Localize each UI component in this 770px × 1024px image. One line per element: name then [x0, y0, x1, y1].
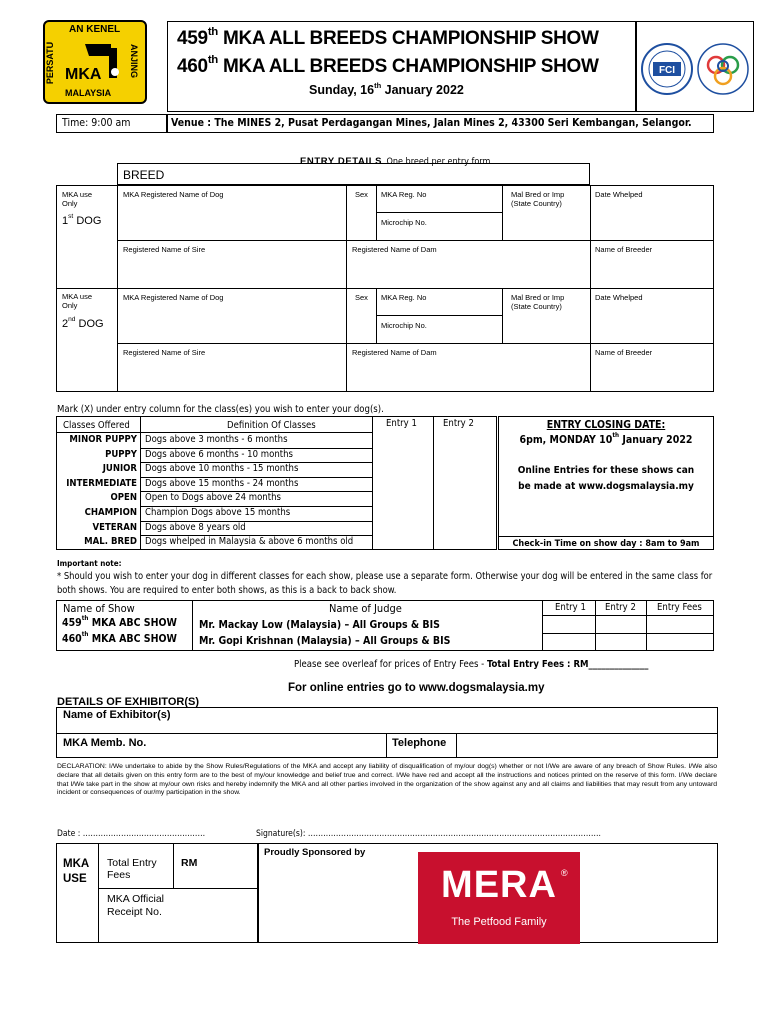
show-title-2: 460th MKA ALL BREEDS CHAMPIONSHIP SHOW: [177, 54, 599, 77]
show-fees-header: Entry Fees: [657, 602, 702, 613]
mark-note: Mark (X) under entry column for the class(es) you wish to enter your dog(s).: [57, 404, 384, 415]
dog2-dam-label: Registered Name of Dam: [352, 348, 437, 357]
classes-header: Classes Offered: [63, 420, 130, 431]
class-name: PUPPY: [105, 448, 137, 460]
dog2-sex-label: Sex: [355, 293, 368, 302]
mera-brand: MERA: [441, 864, 557, 906]
time-text: Time: 9:00 am: [62, 117, 131, 129]
logo-text-left: PERSATU: [45, 41, 56, 85]
definition-header: Definition Of Classes: [227, 420, 316, 431]
mera-logo: [418, 852, 580, 944]
dog2-microchip-label: Microchip No.: [381, 321, 427, 330]
mera-registered: ®: [561, 868, 568, 878]
class-name: MAL. BRED: [84, 536, 137, 548]
class-name: INTERMEDIATE: [66, 477, 137, 489]
entry1-header: Entry 1: [386, 418, 417, 429]
svg-text:FCI: FCI: [658, 65, 676, 76]
show-entry2-header: Entry 2: [605, 602, 636, 613]
breed-box: [117, 163, 590, 185]
class-name: MINOR PUPPY: [69, 434, 137, 445]
important-text-2: both shows. You are required to enter both shows, as this is a back to back show.: [57, 585, 397, 596]
dog2-reg-name-label: MKA Registered Name of Dog: [123, 293, 224, 302]
online-note-2: be made at www.dogsmalaysia.my: [518, 481, 694, 492]
class-definition: Dogs above 6 months - 10 months: [145, 448, 293, 460]
exhibitor-memb-label: MKA Memb. No.: [63, 737, 147, 749]
online-note-1: Online Entries for these shows can: [517, 465, 695, 476]
dog1-sex-label: Sex: [355, 190, 368, 199]
declaration: DECLARATION: I/We undertake to abide by the Show Rules/Regulations of the MKA and accept any liability of disqualification of my/our dog(s) whether or not I/We are aware of any breach of Show Rules. I/We also declare that all details given on this entry form are to the best of my/our knowledge and belief true and correct. I/We have red and accept all the instructions and notices printed on the reserve of this form. I/We declare that I/We take part in the show at my/our own risks and hereby indemnify the MKA and all other parties involved in the organization of the show against any and all claims and liabilities that may result from any untoward incident or consequences of our/my participation in the show.: [57, 763, 717, 797]
dog1-sire-label: Registered Name of Sire: [123, 245, 206, 254]
class-definition: Dogs above 8 years old: [145, 521, 246, 533]
dog1-mka-use: MKA use Only: [62, 190, 93, 208]
mka-use-label: MKA USE: [63, 858, 90, 885]
show-460-name: 460th MKA ABC SHOW: [62, 631, 177, 645]
fci-logo-icon: [640, 42, 694, 96]
dog2-sire-label: Registered Name of Sire: [123, 348, 206, 357]
class-definition: Dogs above 10 months - 15 months: [145, 463, 299, 475]
important-text-1: * Should you wish to enter your dog in different classes for each show, please use a separate form. Otherwise your dog will be entered in the same class for: [57, 571, 713, 582]
dog2-date-whelped-label: Date Whelped: [595, 293, 643, 302]
class-name: JUNIOR: [102, 463, 137, 475]
sponsor-label: Proudly Sponsored by: [264, 847, 366, 858]
entry2-header: Entry 2: [443, 418, 474, 429]
dog2-reg-no-label: MKA Reg. No: [381, 293, 427, 302]
exhibitor-title: DETAILS OF EXHIBITOR(S): [57, 696, 199, 708]
class-definition: Champion Dogs above 15 months: [145, 507, 291, 518]
class-definition: Dogs above 3 months - 6 months: [145, 434, 288, 445]
exhibitor-tel-label: Telephone: [392, 737, 447, 749]
show-date: Sunday, 16th January 2022: [309, 81, 464, 97]
total-entry-fees-label: Total Entry Fees: [107, 857, 157, 881]
checkin-time: Check-in Time on show day : 8am to 9am: [512, 539, 700, 549]
class-name: CHAMPION: [84, 507, 137, 518]
breed-label: BREED: [123, 168, 165, 182]
class-name: OPEN: [110, 492, 137, 504]
dog1-mal-bred-label: Mal Bred or Imp (State Country): [511, 190, 565, 208]
dog2-mal-bred-label: Mal Bred or Imp (State Country): [511, 293, 565, 311]
rm-label: RM: [181, 857, 198, 869]
entry-details-heading: ENTRY DETAILS One breed per entry form: [300, 156, 491, 167]
closing-title: ENTRY CLOSING DATE:: [546, 419, 666, 431]
dog1-reg-name-label: MKA Registered Name of Dog: [123, 190, 224, 199]
show-title-1: 459th MKA ALL BREEDS CHAMPIONSHIP SHOW: [177, 26, 599, 49]
signature-line: Signature(s): …………………………………………………………………………………………………….: [256, 829, 601, 839]
show-460-judge: Mr. Gopi Krishnan (Malaysia) – All Groups & BIS: [199, 635, 451, 647]
important-title: Important note:: [57, 559, 122, 568]
mka-logo: [43, 20, 147, 104]
dog1-dam-label: Registered Name of Dam: [352, 245, 437, 254]
mera-tagline: The Petfood Family: [451, 916, 547, 928]
dog1-microchip-label: Microchip No.: [381, 218, 427, 227]
logo-text-mid: MKA: [65, 66, 102, 83]
date-line: Date : …………………………………………: [57, 829, 206, 839]
class-definition: Dogs whelped in Malaysia & above 6 months old: [145, 536, 354, 548]
dog1-reg-no-label: MKA Reg. No: [381, 190, 427, 199]
venue-text: Venue : The MINES 2, Pusat Perdagangan Mines, Jalan Mines 2, 43300 Seri Kembangan, Selangor.: [171, 117, 692, 129]
receipt-label: MKA Official Receipt No.: [107, 893, 164, 918]
dog1-breeder-label: Name of Breeder: [595, 245, 653, 254]
class-definition: Dogs above 15 months - 24 months: [145, 477, 299, 489]
class-name: VETERAN: [92, 521, 137, 533]
dog1-date-whelped-label: Date Whelped: [595, 190, 643, 199]
logo-text-bottom: MALAYSIA: [65, 88, 112, 98]
dog1-label: 1st DOG: [62, 213, 102, 227]
logo-text-top: AN KENEL: [69, 24, 121, 35]
judge-name-header: Name of Judge: [329, 602, 402, 615]
dog2-label: 2nd DOG: [62, 316, 104, 330]
online-entries-note: For online entries go to www.dogsmalaysia.my: [288, 682, 545, 694]
fees-note: Please see overleaf for prices of Entry Fees - Total Entry Fees : RM______________: [294, 659, 649, 670]
class-definition: Open to Dogs above 24 months: [145, 492, 281, 504]
rings-logo-icon: [696, 42, 750, 96]
exhibitor-name-label: Name of Exhibitor(s): [63, 709, 171, 721]
show-entry1-header: Entry 1: [555, 602, 586, 613]
show-name-header: Name of Show: [63, 602, 135, 615]
dog2-breeder-label: Name of Breeder: [595, 348, 653, 357]
closing-time: 6pm, MONDAY 10th January 2022: [519, 432, 693, 446]
logo-text-right: ANJING: [129, 43, 140, 79]
dog2-mka-use: MKA use Only: [62, 292, 93, 310]
show-459-judge: Mr. Mackay Low (Malaysia) – All Groups & BIS: [199, 619, 440, 631]
show-459-name: 459th MKA ABC SHOW: [62, 615, 177, 629]
